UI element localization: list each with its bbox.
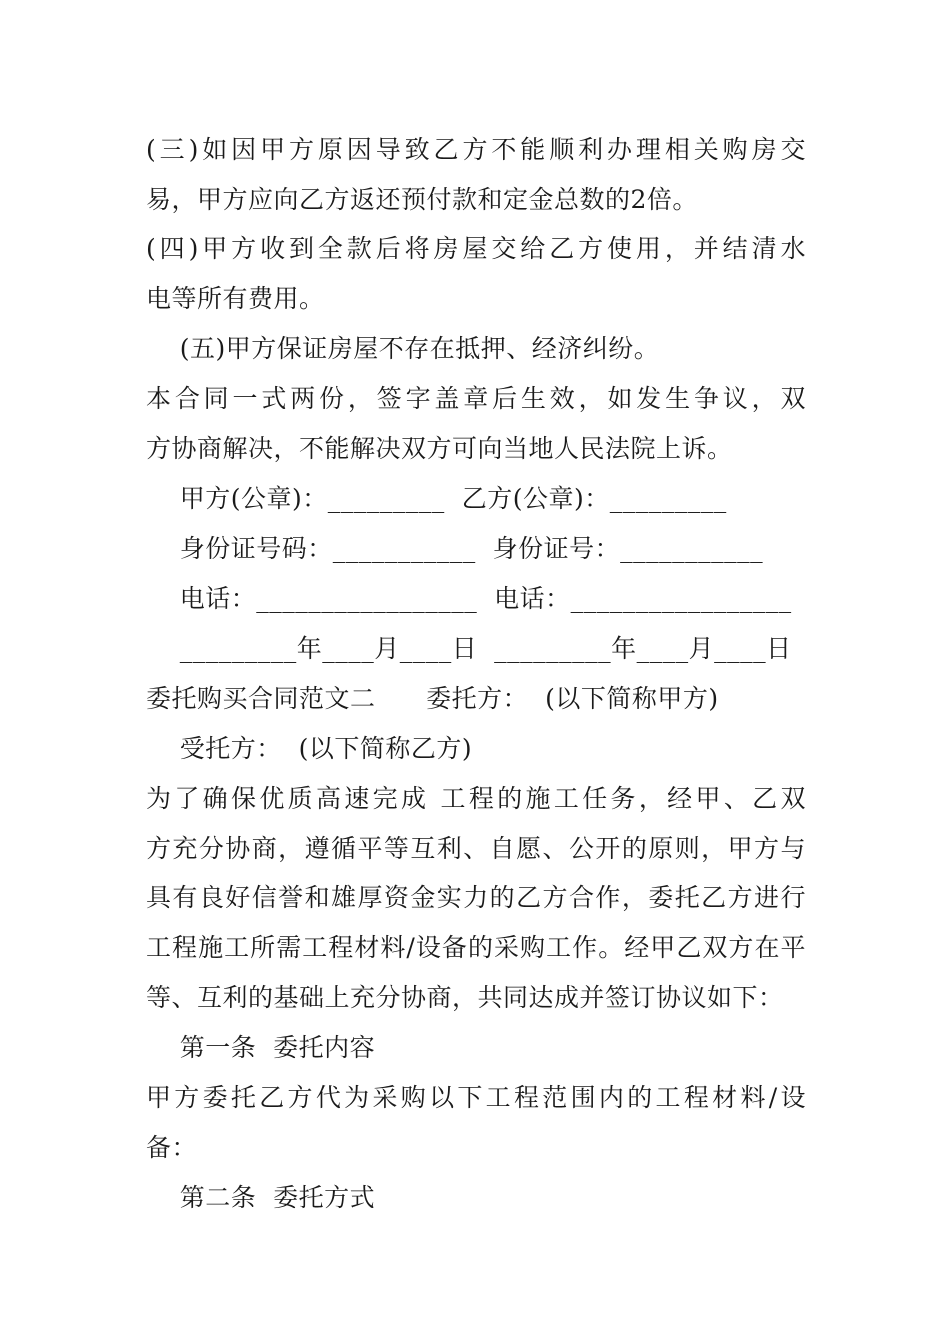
article-heading: 第二条 委托方式 [146, 1183, 376, 1212]
article-heading: 第一条 委托内容 [146, 1033, 376, 1062]
text-line: 方充分协商，遵循平等互利、自愿、公开的原则，甲方与 [146, 834, 806, 863]
text-line: 为了确保优质高速完成 工程的施工任务，经甲、乙双 [146, 784, 806, 813]
text-line: 甲方委托乙方代为采购以下工程范围内的工程材料/设 [146, 1083, 806, 1112]
text-line: (五)甲方保证房屋不存在抵押、经济纠纷。 [146, 334, 660, 363]
signature-line-date: _________年____月____日 _________年____月____日 [146, 634, 792, 663]
signature-line-phone: 电话：_________________ 电话：_________________ [146, 584, 792, 613]
text-line: 易，甲方应向乙方返还预付款和定金总数的2倍。 [146, 185, 698, 214]
text-line: 备： [146, 1133, 198, 1162]
text-line: (四)甲方收到全款后将房屋交给乙方使用，并结清水 [146, 234, 806, 263]
text-line: 受托方： (以下简称乙方) [146, 734, 473, 763]
signature-line-seal: 甲方(公章)：_________ 乙方(公章)：_________ [146, 484, 727, 513]
text-line: 等、互利的基础上充分协商，共同达成并签订协议如下： [146, 983, 784, 1012]
text-line: 具有良好信誉和雄厚资金实力的乙方合作，委托乙方进行 [146, 883, 806, 912]
text-line: 本合同一式两份，签字盖章后生效，如发生争议，双 [146, 384, 806, 413]
text-line: 方协商解决，不能解决双方可向当地人民法院上诉。 [146, 434, 733, 463]
text-line: 电等所有费用。 [146, 284, 325, 313]
text-line: 工程施工所需工程材料/设备的采购工作。经甲乙双方在平 [146, 933, 806, 962]
text-line: (三)如因甲方原因导致乙方不能顺利办理相关购房交 [146, 135, 806, 164]
signature-line-id: 身份证号码：___________ 身份证号：___________ [146, 534, 764, 563]
section-heading: 委托购买合同范文二 委托方： (以下简称甲方) [146, 684, 719, 713]
